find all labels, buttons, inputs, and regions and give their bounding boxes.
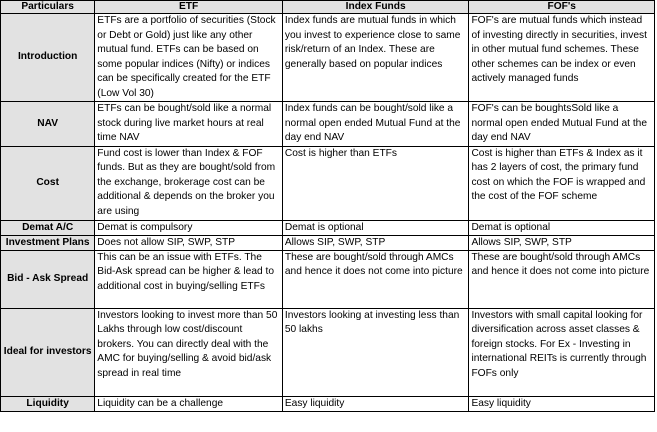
table-row-liquidity [1, 396, 655, 411]
cell-liquidity-index: Easy liquidity [282, 396, 469, 411]
header-etf: ETF [95, 1, 283, 14]
cell-cost-fof: Cost is higher than ETFs & Index as it has 2 layers of cost, the primary fund cost on which the FOF is wrapped and the cost of the FOF scheme [469, 146, 655, 220]
table-row-nav [1, 102, 655, 147]
table-row-introduction [1, 14, 655, 102]
cell-liquidity-etf: Liquidity can be a challenge [95, 396, 283, 411]
header-particulars: Particulars [1, 1, 95, 14]
row-label-liquidity: Liquidity [1, 396, 95, 411]
table-row-bid-ask-spread [1, 250, 655, 308]
row-label-introduction: Introduction [1, 14, 95, 102]
cell-demat-etf: Demat is compulsory [95, 220, 283, 235]
cell-demat-index: Demat is optional [282, 220, 469, 235]
table-row-cost [1, 146, 655, 220]
cell-introduction-etf: ETFs are a portfolio of securities (Stock or Debt or Gold) just like any other mutual fund. ETFs can be based on some popular indices (Nifty) or indices can be specifically created for the ETF (Low Vol 30) [95, 14, 283, 102]
cell-nav-etf: ETFs can be bought/sold like a normal stock during live market hours at real time NAV [95, 102, 283, 147]
cell-bid-ask-spread-etf: This can be an issue with ETFs. The Bid-Ask spread can be higher & lead to additional cost in buying/selling ETFs [95, 250, 283, 308]
cell-introduction-index: Index funds are mutual funds in which you invest to experience close to same risk/return of an Index. These are generally based on popular indices [282, 14, 469, 102]
cell-ideal-for-investors-fof: Investors with small capital looking for diversification across asset classes & foreign stocks. For Ex - Investing in international REITs is currently through FOFs only [469, 308, 655, 396]
cell-investment-plans-fof: Allows SIP, SWP, STP [469, 235, 655, 250]
header-row [1, 1, 655, 14]
cell-nav-index: Index funds can be bought/sold like a normal open ended Mutual Fund at the day end NAV [282, 102, 469, 147]
table-row-demat [1, 220, 655, 235]
row-label-ideal-for-investors: Ideal for investors [1, 308, 95, 396]
cell-cost-index: Cost is higher than ETFs [282, 146, 469, 220]
row-label-nav: NAV [1, 102, 95, 147]
cell-introduction-fof: FOF's are mutual funds which instead of investing directly in securities, invest in other mutual fund schemes. These other schemes can be index or even actively managed funds [469, 14, 655, 102]
cell-demat-fof: Demat is optional [469, 220, 655, 235]
table-header [1, 1, 655, 14]
cell-ideal-for-investors-etf: Investors looking to invest more than 50 Lakhs through low cost/discount brokers. You can directly deal with the AMC for buying/selling & avoid bid/ask spread in real time [95, 308, 283, 396]
cell-investment-plans-index: Allows SIP, SWP, STP [282, 235, 469, 250]
header-index-funds: Index Funds [282, 1, 469, 14]
table-body [1, 14, 655, 412]
header-fofs: FOF's [469, 1, 655, 14]
row-label-demat: Demat A/C [1, 220, 95, 235]
cell-investment-plans-etf: Does not allow SIP, SWP, STP [95, 235, 283, 250]
table-row-ideal-for-investors [1, 308, 655, 396]
row-label-investment-plans: Investment Plans [1, 235, 95, 250]
cell-nav-fof: FOF's can be boughtsSold like a normal open ended Mutual Fund at the day end NAV [469, 102, 655, 147]
cell-bid-ask-spread-index: These are bought/sold through AMCs and hence it does not come into picture [282, 250, 469, 308]
cell-ideal-for-investors-index: Investors looking at investing less than 50 lakhs [282, 308, 469, 396]
table-row-investment-plans [1, 235, 655, 250]
cell-liquidity-fof: Easy liquidity [469, 396, 655, 411]
cell-cost-etf: Fund cost is lower than Index & FOF funds. But as they are bought/sold from the exchange, brokerage cost can be additional & depends on the broker you are using [95, 146, 283, 220]
row-label-bid-ask-spread: Bid - Ask Spread [1, 250, 95, 308]
cell-bid-ask-spread-fof: These are bought/sold through AMCs and hence it does not come into picture [469, 250, 655, 308]
row-label-cost: Cost [1, 146, 95, 220]
